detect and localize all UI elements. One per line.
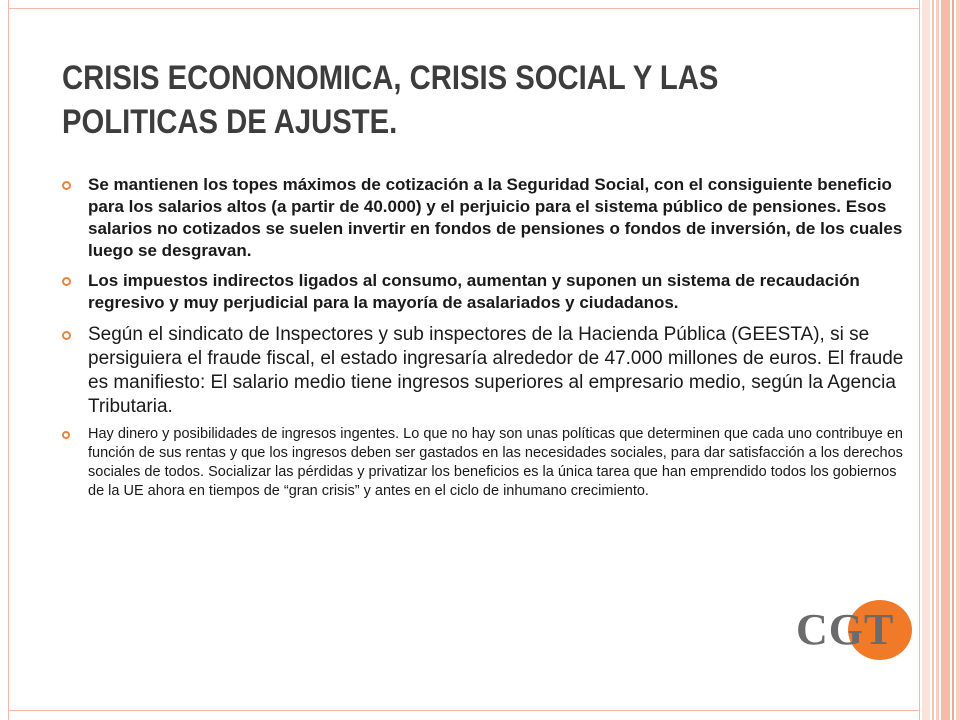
bullet-circle-icon xyxy=(62,331,71,340)
side-bar xyxy=(932,0,934,720)
side-bar xyxy=(956,0,960,720)
side-bar xyxy=(936,0,939,720)
frame-line-bottom xyxy=(8,710,920,711)
bullet-text: Se mantienen los topes máximos de cotización a la Seguridad Social, con el consiguiente beneficio para los salarios altos (a partir de 40.000) y el perjuicio para el sistema público de pensiones. Esos salarios no cotizados se suelen invertir en fondos de pensiones o fondos de inversión, de los cuales luego se desgravan. xyxy=(88,175,903,260)
side-bar xyxy=(941,0,950,720)
bullet-circle-icon xyxy=(62,181,71,190)
side-bar xyxy=(922,0,930,720)
side-bar xyxy=(952,0,954,720)
bullet-item xyxy=(62,425,910,501)
bullet-list xyxy=(62,174,910,501)
slide-title: CRISIS ECONONOMICA, CRISIS SOCIAL Y LAS POLITICAS DE AJUSTE. xyxy=(62,59,719,141)
bullet-circle-icon xyxy=(62,431,70,439)
bullet-item xyxy=(62,323,910,419)
bullet-item xyxy=(62,174,910,262)
frame-line-left xyxy=(8,0,9,720)
bullet-text: Los impuestos indirectos ligados al consumo, aumentan y suponen un sistema de recaudación regresivo y muy perjudicial para la mayoría de asalariados y ciudadanos. xyxy=(88,271,860,312)
bullet-text: Según el sindicato de Inspectores y sub inspectores de la Hacienda Pública (GEESTA), si se persiguiera el fraude fiscal, el estado ingresaría alrededor de 47.000 millones de euros. El fraude es manifiesto: El salario medio tiene ingresos superiores al empresario medio, según la Agencia Tributaria. xyxy=(88,324,904,417)
logo-text: CGT xyxy=(796,605,895,654)
bullet-text: Hay dinero y posibilidades de ingresos ingentes. Lo que no hay son unas políticas que determinen que cada uno contribuye en función de sus rentas y que los ingresos deben ser gastados en las necesidades sociales, para dar satisfacción a los derechos sociales de todos. Socializar las pérdidas y privatizar los beneficios es la única tarea que han emprendido todos los gobiernos de la UE ahora en tiempos de “gran crisis” y antes en el ciclo de inhumano crecimiento. xyxy=(88,426,903,499)
bullet-circle-icon xyxy=(62,277,71,286)
cgt-logo xyxy=(796,598,916,662)
decorative-side-bars xyxy=(919,0,960,720)
side-bar xyxy=(919,0,920,720)
bullet-item xyxy=(62,270,910,314)
frame-line-top xyxy=(8,8,920,9)
